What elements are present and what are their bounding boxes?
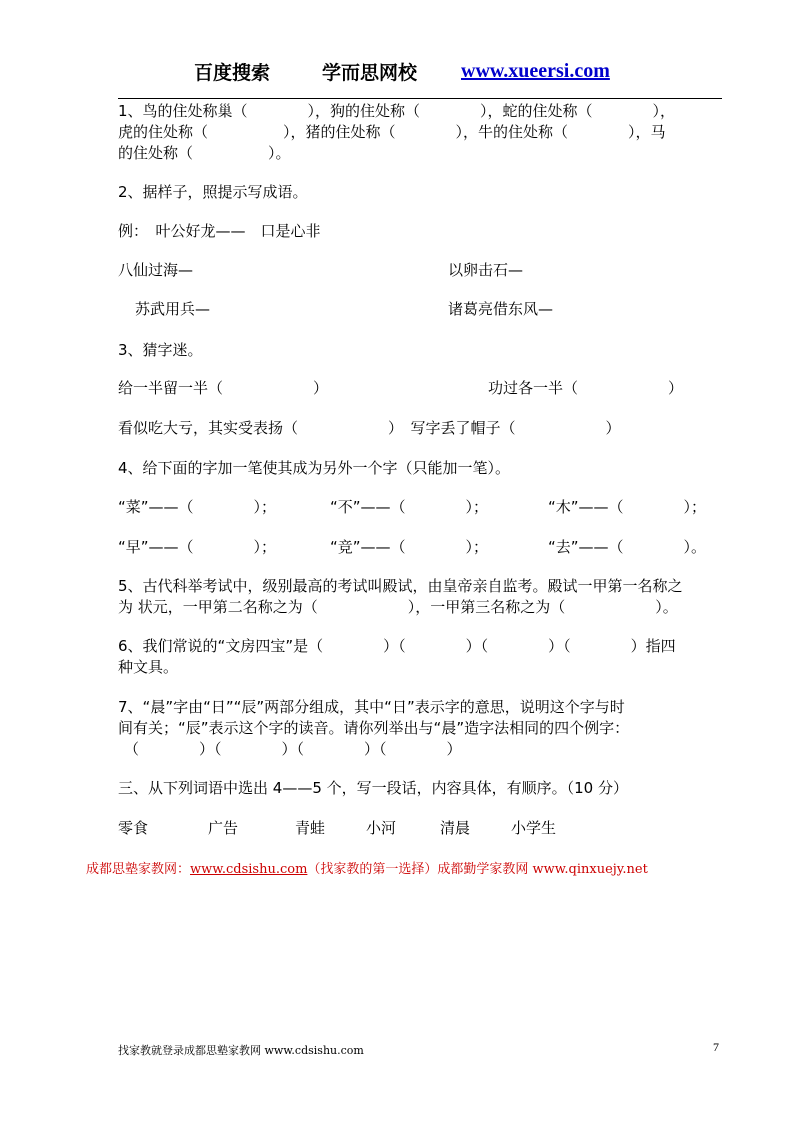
- footer-promo: [86, 858, 648, 877]
- q4-title: 4、给下面的字加一笔使其成为另外一个字（只能加一笔）。: [118, 459, 511, 477]
- page-number: 7: [713, 1040, 719, 1054]
- word-item: 小河: [366, 819, 397, 837]
- word-item: 青蛙: [295, 819, 326, 837]
- q8-title: 三、从下列词语中选出 4——5 个，写一段话，内容具体，有顺序。（10 分）: [118, 779, 628, 797]
- q2-item: 以卵击石—: [448, 261, 524, 279]
- q2-title: 2、据样子，照提示写成语。: [118, 183, 308, 201]
- q4-item: “不”——（ ）；: [330, 498, 489, 516]
- header-baidu: 百度搜索: [194, 62, 271, 84]
- q5-line2: 为 状元，一甲第二名称之为（ ），一甲第三名称之为（ ）。: [118, 598, 678, 616]
- q4-item: “早”——（ ）；: [118, 538, 277, 556]
- header-link[interactable]: www.xueersi.com: [461, 60, 610, 82]
- q3-title: 3、猜字迷。: [118, 341, 203, 359]
- q6-line1: 6、我们常说的“文房四宝”是（ ）（ ）（ ）（ ）指四: [118, 637, 676, 655]
- q7-line1: 7、“晨”字由“日”“辰”两部分组成，其中“日”表示字的意思，说明这个字与时: [118, 698, 625, 716]
- q3-riddle: 看似吃大亏，其实受表扬（ ） 写字丢了帽子（ ）: [118, 419, 621, 437]
- footer-promo-label: 成都思塾家教网：: [86, 862, 191, 877]
- header-rule: [118, 98, 722, 99]
- word-item: 小学生: [511, 819, 557, 837]
- q2-item: 诸葛亮借东风—: [448, 300, 554, 318]
- q4-item: “木”——（ ）；: [548, 498, 707, 516]
- word-item: 清晨: [440, 819, 471, 837]
- footer-text: 找家教就登录成都思塾家教网 www.cdsishu.com: [118, 1044, 364, 1057]
- q1-line2: 虎的住处称（ ），猪的住处称（ ），牛的住处称（ ），马: [118, 123, 666, 141]
- q2-item: 八仙过海—: [118, 261, 194, 279]
- q2-item: 苏武用兵—: [135, 300, 211, 318]
- footer-promo-tail: （找家教的第一选择）成都勤学家教网 www.qinxuejy.net: [307, 862, 648, 877]
- word-item: 零食: [118, 819, 149, 837]
- q1-line1: 1、鸟的住处称巢（ ），狗的住处称（ ），蛇的住处称（ ），: [118, 102, 676, 120]
- q4-item: “去”——（ ）。: [548, 538, 707, 556]
- q2-example: 例： 叶公好龙—— 口是心非: [118, 222, 321, 240]
- q3-riddle: 给一半留一半（ ）: [118, 379, 329, 397]
- q6-line2: 种文具。: [118, 658, 179, 676]
- q7-line2: 间有关；“辰”表示这个字的读音。请你列举出与“晨”造字法相同的四个例字：: [118, 719, 630, 737]
- footer-promo-link[interactable]: www.cdsishu.com: [190, 862, 308, 877]
- header-xueersi: 学而思网校: [322, 62, 418, 84]
- q4-item: “菜”——（ ）；: [118, 498, 277, 516]
- q7-line3: （ ）（ ）（ ）（ ）: [124, 740, 462, 758]
- q3-riddle: 功过各一半（ ）: [488, 379, 684, 397]
- q4-item: “竞”——（ ）；: [330, 538, 489, 556]
- word-item: 广告: [208, 819, 239, 837]
- q5-line1: 5、古代科举考试中，级别最高的考试叫殿试，由皇帝亲自监考。殿试一甲第一名称之: [118, 577, 683, 595]
- q1-line3: 的住处称（ ）。: [118, 144, 291, 162]
